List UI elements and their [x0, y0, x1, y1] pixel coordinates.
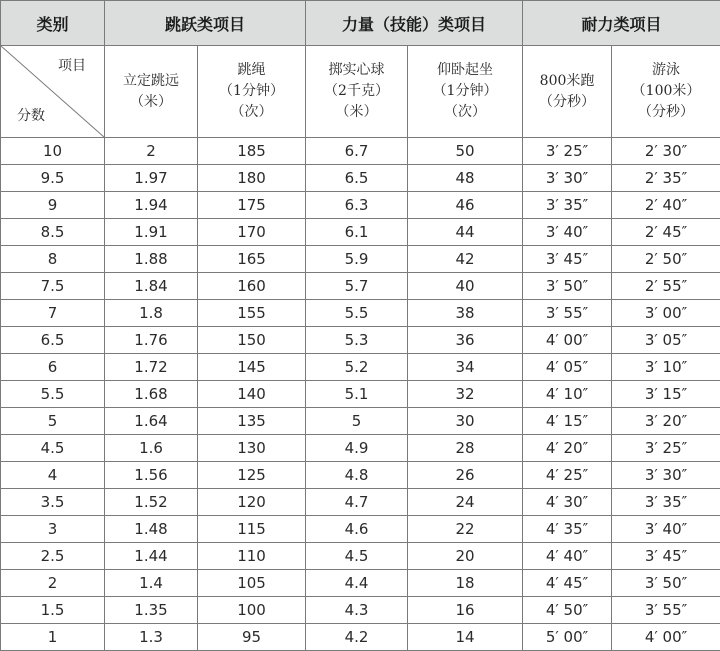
- long-jump-cell: 1.48: [105, 516, 198, 543]
- run-800m-cell: 3′ 40″: [523, 219, 612, 246]
- long-jump-cell: 1.52: [105, 489, 198, 516]
- long-jump-cell: 1.8: [105, 300, 198, 327]
- long-jump-cell: 1.4: [105, 570, 198, 597]
- swim-cell: 2′ 50″: [612, 246, 720, 273]
- long-jump-cell: 1.91: [105, 219, 198, 246]
- medicine-ball-cell: 5.1: [306, 381, 408, 408]
- col-unit: （分秒）: [638, 104, 695, 120]
- swim-cell: 3′ 50″: [612, 570, 720, 597]
- long-jump-cell: 2: [105, 138, 198, 165]
- long-jump-cell: 1.3: [105, 624, 198, 651]
- run-800m-cell: 4′ 00″: [523, 327, 612, 354]
- sit-ups-cell: 18: [408, 570, 523, 597]
- jump-rope-cell: 175: [198, 192, 306, 219]
- sit-ups-cell: 16: [408, 597, 523, 624]
- col-title: 800米跑: [539, 72, 595, 89]
- long-jump-cell: 1.88: [105, 246, 198, 273]
- run-800m-cell: 3′ 45″: [523, 246, 612, 273]
- jump-rope-cell: 160: [198, 273, 306, 300]
- table-row: [1, 516, 720, 543]
- score-cell: 2.5: [1, 543, 105, 570]
- swim-cell: 3′ 20″: [612, 408, 720, 435]
- jump-rope-cell: 185: [198, 138, 306, 165]
- medicine-ball-cell: 4.6: [306, 516, 408, 543]
- sit-ups-cell: 22: [408, 516, 523, 543]
- run-800m-cell: 3′ 55″: [523, 300, 612, 327]
- medicine-ball-cell: 6.3: [306, 192, 408, 219]
- jump-rope-cell: 95: [198, 624, 306, 651]
- col-unit: （分秒）: [539, 93, 596, 110]
- col-unit: （次）: [230, 104, 273, 120]
- col-unit: （次）: [444, 104, 487, 120]
- sit-ups-cell: 20: [408, 543, 523, 570]
- score-cell: 8: [1, 246, 105, 273]
- long-jump-cell: 1.84: [105, 273, 198, 300]
- swim-cell: 3′ 25″: [612, 435, 720, 462]
- medicine-ball-cell: 5.5: [306, 300, 408, 327]
- table-row: [1, 435, 720, 462]
- long-jump-cell: 1.35: [105, 597, 198, 624]
- medicine-ball-cell: 4.3: [306, 597, 408, 624]
- score-cell: 7: [1, 300, 105, 327]
- table-row: [1, 354, 720, 381]
- run-800m-cell: 4′ 40″: [523, 543, 612, 570]
- col-title: 跳绳: [237, 62, 266, 78]
- jump-rope-cell: 155: [198, 300, 306, 327]
- sit-ups-cell: 14: [408, 624, 523, 651]
- sit-ups-cell: 26: [408, 462, 523, 489]
- score-cell: 3.5: [1, 489, 105, 516]
- swim-cell: 2′ 55″: [612, 273, 720, 300]
- run-800m-cell: 4′ 30″: [523, 489, 612, 516]
- col-condition: （2千克）: [324, 83, 389, 99]
- jump-rope-cell: 110: [198, 543, 306, 570]
- run-800m-cell: 3′ 50″: [523, 273, 612, 300]
- long-jump-cell: 1.44: [105, 543, 198, 570]
- long-jump-cell: 1.64: [105, 408, 198, 435]
- diagonal-corner-cell: [1, 46, 105, 138]
- run-800m-cell: 4′ 50″: [523, 597, 612, 624]
- category-label-cell: 类别: [1, 1, 105, 46]
- swim-cell: 3′ 10″: [612, 354, 720, 381]
- swim-cell: 3′ 30″: [612, 462, 720, 489]
- score-cell: 5.5: [1, 381, 105, 408]
- table-row: [1, 273, 720, 300]
- category-header-row: [1, 1, 720, 46]
- col-title: 立定跳远: [123, 72, 179, 89]
- medicine-ball-cell: 5.9: [306, 246, 408, 273]
- col-title: 仰卧起坐: [437, 62, 494, 78]
- run-800m-cell: 4′ 35″: [523, 516, 612, 543]
- score-cell: 3: [1, 516, 105, 543]
- run-800m-cell: 4′ 20″: [523, 435, 612, 462]
- col-title: 游泳: [652, 62, 681, 78]
- sit-ups-cell: 44: [408, 219, 523, 246]
- group-endurance-header: 耐力类项目: [523, 1, 720, 46]
- jump-rope-cell: 165: [198, 246, 306, 273]
- table-row: [1, 219, 720, 246]
- corner-item-label: 项目: [58, 58, 86, 74]
- long-jump-cell: 1.6: [105, 435, 198, 462]
- medicine-ball-cell: 5.7: [306, 273, 408, 300]
- long-jump-cell: 1.97: [105, 165, 198, 192]
- score-cell: 10: [1, 138, 105, 165]
- col-sit-ups: [408, 46, 523, 138]
- col-standing-long-jump: [105, 46, 198, 138]
- jump-rope-cell: 130: [198, 435, 306, 462]
- sit-ups-cell: 30: [408, 408, 523, 435]
- long-jump-cell: 1.56: [105, 462, 198, 489]
- swim-cell: 2′ 40″: [612, 192, 720, 219]
- medicine-ball-cell: 5.3: [306, 327, 408, 354]
- col-condition: （1分钟）: [432, 83, 498, 99]
- col-unit: （米）: [335, 104, 378, 120]
- jump-rope-cell: 100: [198, 597, 306, 624]
- corner-score-label: 分数: [17, 108, 45, 124]
- table-row: [1, 300, 720, 327]
- sit-ups-cell: 24: [408, 489, 523, 516]
- run-800m-cell: 3′ 25″: [523, 138, 612, 165]
- medicine-ball-cell: 5.2: [306, 354, 408, 381]
- run-800m-cell: 5′ 00″: [523, 624, 612, 651]
- run-800m-cell: 4′ 15″: [523, 408, 612, 435]
- table-row: [1, 246, 720, 273]
- sit-ups-cell: 48: [408, 165, 523, 192]
- medicine-ball-cell: 4.4: [306, 570, 408, 597]
- table-row: [1, 462, 720, 489]
- medicine-ball-cell: 4.8: [306, 462, 408, 489]
- jump-rope-cell: 120: [198, 489, 306, 516]
- score-cell: 4.5: [1, 435, 105, 462]
- swim-cell: 2′ 35″: [612, 165, 720, 192]
- sit-ups-cell: 28: [408, 435, 523, 462]
- swim-cell: 3′ 55″: [612, 597, 720, 624]
- medicine-ball-cell: 4.5: [306, 543, 408, 570]
- score-cell: 1.5: [1, 597, 105, 624]
- table-row: [1, 138, 720, 165]
- long-jump-cell: 1.76: [105, 327, 198, 354]
- table-row: [1, 192, 720, 219]
- score-cell: 2: [1, 570, 105, 597]
- score-cell: 4: [1, 462, 105, 489]
- table-row: [1, 570, 720, 597]
- col-unit: （米）: [130, 93, 172, 110]
- medicine-ball-cell: 5: [306, 408, 408, 435]
- medicine-ball-cell: 6.7: [306, 138, 408, 165]
- medicine-ball-cell: 6.1: [306, 219, 408, 246]
- swim-cell: 2′ 30″: [612, 138, 720, 165]
- medicine-ball-cell: 4.9: [306, 435, 408, 462]
- sit-ups-cell: 46: [408, 192, 523, 219]
- run-800m-cell: 4′ 05″: [523, 354, 612, 381]
- table-row: [1, 165, 720, 192]
- group-strength-header: 力量（技能）类项目: [306, 1, 523, 46]
- swim-cell: 3′ 00″: [612, 300, 720, 327]
- swim-cell: 2′ 45″: [612, 219, 720, 246]
- col-jump-rope: [198, 46, 306, 138]
- col-condition: （100米）: [631, 83, 701, 99]
- jump-rope-cell: 180: [198, 165, 306, 192]
- run-800m-cell: 4′ 45″: [523, 570, 612, 597]
- sit-ups-cell: 36: [408, 327, 523, 354]
- score-cell: 8.5: [1, 219, 105, 246]
- jump-rope-cell: 150: [198, 327, 306, 354]
- table-row: [1, 489, 720, 516]
- sit-ups-cell: 38: [408, 300, 523, 327]
- score-cell: 1: [1, 624, 105, 651]
- sit-ups-cell: 32: [408, 381, 523, 408]
- medicine-ball-cell: 4.2: [306, 624, 408, 651]
- table-row: [1, 381, 720, 408]
- jump-rope-cell: 125: [198, 462, 306, 489]
- sit-ups-cell: 34: [408, 354, 523, 381]
- score-cell: 6.5: [1, 327, 105, 354]
- col-swimming: [612, 46, 720, 138]
- table-row: [1, 597, 720, 624]
- jump-rope-cell: 140: [198, 381, 306, 408]
- table-row: [1, 327, 720, 354]
- jump-rope-cell: 135: [198, 408, 306, 435]
- jump-rope-cell: 170: [198, 219, 306, 246]
- swim-cell: 3′ 15″: [612, 381, 720, 408]
- score-cell: 9.5: [1, 165, 105, 192]
- jump-rope-cell: 145: [198, 354, 306, 381]
- run-800m-cell: 3′ 35″: [523, 192, 612, 219]
- sit-ups-cell: 40: [408, 273, 523, 300]
- long-jump-cell: 1.72: [105, 354, 198, 381]
- item-header-row: [1, 46, 720, 138]
- long-jump-cell: 1.68: [105, 381, 198, 408]
- table-row: [1, 408, 720, 435]
- medicine-ball-cell: 4.7: [306, 489, 408, 516]
- table-row: [1, 543, 720, 570]
- table-header: [1, 1, 720, 138]
- col-800m-run: [523, 46, 612, 138]
- score-cell: 7.5: [1, 273, 105, 300]
- sit-ups-cell: 42: [408, 246, 523, 273]
- col-condition: （1分钟）: [219, 83, 284, 99]
- table-body: [1, 138, 720, 651]
- swim-cell: 3′ 45″: [612, 543, 720, 570]
- long-jump-cell: 1.94: [105, 192, 198, 219]
- score-cell: 5: [1, 408, 105, 435]
- sit-ups-cell: 50: [408, 138, 523, 165]
- swim-cell: 3′ 40″: [612, 516, 720, 543]
- group-jump-header: 跳跃类项目: [105, 1, 306, 46]
- score-cell: 9: [1, 192, 105, 219]
- table-row: [1, 624, 720, 651]
- jump-rope-cell: 105: [198, 570, 306, 597]
- score-cell: 6: [1, 354, 105, 381]
- run-800m-cell: 4′ 25″: [523, 462, 612, 489]
- col-medicine-ball: [306, 46, 408, 138]
- swim-cell: 3′ 05″: [612, 327, 720, 354]
- jump-rope-cell: 115: [198, 516, 306, 543]
- medicine-ball-cell: 6.5: [306, 165, 408, 192]
- swim-cell: 3′ 35″: [612, 489, 720, 516]
- swim-cell: 4′ 00″: [612, 624, 720, 651]
- col-title: 掷实心球: [328, 62, 385, 78]
- run-800m-cell: 3′ 30″: [523, 165, 612, 192]
- run-800m-cell: 4′ 10″: [523, 381, 612, 408]
